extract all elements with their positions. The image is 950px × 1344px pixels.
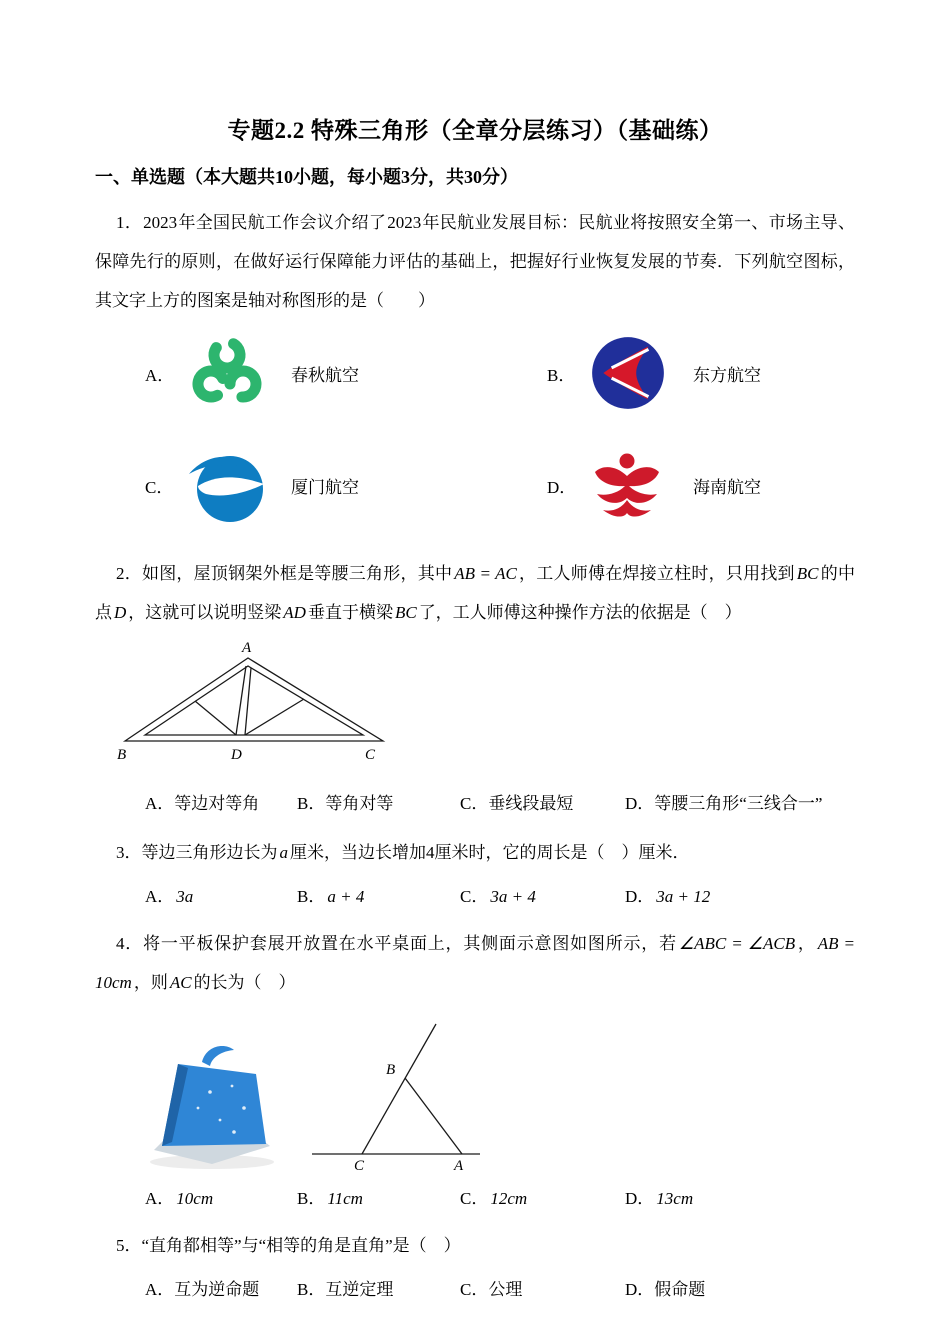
option-b-text: 东方航空	[693, 365, 761, 385]
option-b-label: B．	[297, 1189, 326, 1208]
section-heading: 一、单选题（本大题共10小题，每小题3分，共30分）	[95, 167, 518, 187]
question-1-options	[145, 330, 855, 528]
truss-inner-triangle	[145, 666, 363, 735]
triple-spiral-mark	[193, 337, 256, 402]
option-c-value: 12cm	[490, 1189, 528, 1208]
math-expression: a	[279, 843, 288, 862]
text-segment: ，则	[133, 973, 168, 992]
option-c: C．垂线段最短	[460, 794, 574, 813]
option-a-label: A．	[145, 887, 175, 906]
option-d: D．假命题	[625, 1280, 706, 1299]
option-b: B．互逆定理	[297, 1280, 394, 1299]
text-segment: 垂直于横梁	[307, 603, 393, 622]
option-a-label: A．	[145, 365, 175, 385]
option-b-value: 11cm	[327, 1189, 363, 1208]
option-b	[297, 1182, 460, 1216]
question-2-options	[145, 787, 855, 821]
text-segment: 的长为（ ）	[193, 973, 296, 992]
question-2-text	[95, 554, 855, 632]
text-segment: 1．	[116, 213, 143, 232]
text-segment: 3．等边三角形边长为	[116, 843, 278, 862]
spring-airlines-logo	[185, 330, 285, 416]
truss-diagram	[115, 638, 395, 766]
text-segment: 年全国民航工作会议介绍了	[178, 213, 387, 232]
line-cb-extended	[362, 1024, 436, 1154]
option-c-text: 厦门航空	[291, 477, 359, 497]
option-d-label: D．	[625, 887, 655, 906]
text-segment: 厘米，当边长增加4厘米时，它的周长是（ ）厘米．	[290, 843, 690, 862]
text-segment: 的中点	[95, 564, 855, 622]
option-d-label: D．	[547, 477, 577, 497]
text-segment: 了，工人师傅这种操作方法的依据是（ ）	[418, 603, 742, 622]
question-5-options	[145, 1273, 855, 1307]
text-segment: ，工人师傅在焊接立柱时，只用找到	[518, 564, 795, 583]
text-segment: ，这就可以说明竖梁	[128, 603, 282, 622]
vertex-label-b: B	[386, 1062, 396, 1078]
year-number: 2023	[143, 213, 178, 232]
vertex-label-d: D	[231, 747, 242, 763]
hainan-airlines-logo	[587, 442, 687, 528]
option-d: D．等腰三角形“三线合一”	[625, 794, 823, 813]
page-title: 专题2.2 特殊三角形（全章分层练习）（基础练）	[227, 118, 723, 143]
text-segment: ，	[797, 934, 816, 953]
question-4-options	[145, 1182, 855, 1216]
angle-diagram	[308, 1014, 488, 1174]
option-b-label: B．	[297, 887, 326, 906]
question-4-text	[95, 924, 855, 1002]
math-expression: BC	[394, 603, 417, 622]
option-a: A．等边对等角	[145, 794, 260, 813]
hainan-airlines-logo-art	[587, 446, 667, 524]
spring-airlines-logo-art	[185, 331, 269, 415]
xiamen-airlines-logo-art	[185, 445, 269, 525]
option-a-text: 春秋航空	[291, 365, 359, 385]
math-expression: AD	[283, 603, 306, 622]
option-c-label: C．	[145, 477, 174, 497]
option-c-label: C．	[460, 887, 489, 906]
vertex-label-a: A	[242, 640, 252, 656]
option-b	[297, 880, 460, 914]
option-c-value: 3a + 4	[490, 887, 536, 906]
vertex-label-c: C	[365, 747, 376, 763]
year-number: 2023	[387, 213, 422, 232]
vertex-label-c: C	[354, 1158, 365, 1174]
option-a-value: 3a	[176, 887, 194, 906]
option-d-label: D．	[625, 1189, 655, 1208]
tablet-fin-tab	[202, 1046, 234, 1066]
math-expression: BC	[796, 564, 819, 583]
china-eastern-logo-art	[587, 332, 669, 414]
math-expression: D	[114, 603, 127, 622]
option-d-text: 海南航空	[693, 477, 761, 497]
option-d	[625, 880, 855, 914]
option-b-value: a + 4	[327, 887, 365, 906]
math-expression: AC	[169, 973, 192, 992]
text-segment: 2．如图，屋顶钢架外框是等腰三角形，其中	[116, 564, 453, 583]
option-b-label: B．	[547, 365, 576, 385]
tablet-photo	[140, 1042, 282, 1174]
vertex-label-a: A	[454, 1158, 464, 1174]
china-eastern-logo	[587, 330, 687, 416]
vertex-label-b: B	[117, 747, 127, 763]
option-a-value: 10cm	[176, 1189, 214, 1208]
question-5-text	[95, 1226, 855, 1265]
option-a-label: A．	[145, 1189, 175, 1208]
option-d	[625, 1182, 855, 1216]
hainan-emblem	[595, 454, 659, 517]
text-segment: 年民航业发展目标：民航业将按照安全第一、市场主导、保障先行的原则，在做好运行保障能力评估的基础上，把握好行业恢复发展的节奏．下列航空图标，其文字上方的图案是轴对称图形的是（ ）	[95, 213, 855, 310]
option-a	[145, 880, 297, 914]
option-d-value: 3a + 12	[656, 887, 711, 906]
truss-outer-triangle	[125, 658, 383, 741]
question-2-figure	[115, 638, 855, 771]
line-ba	[405, 1078, 462, 1154]
xiamen-airlines-logo	[185, 442, 285, 528]
math-expression: ∠ABC = ∠ACB	[678, 934, 796, 953]
option-b: B．等角对等	[297, 794, 394, 813]
option-d-value: 13cm	[656, 1189, 694, 1208]
question-4-figures	[140, 1014, 855, 1174]
option-c	[460, 1182, 625, 1216]
option-a: A．互为逆命题	[145, 1280, 260, 1299]
math-expression: AB = AC	[454, 564, 517, 583]
option-c: C．公理	[460, 1280, 523, 1299]
text-segment: 5．“直角都相等”与“相等的角是直角”是（ ）	[116, 1236, 461, 1255]
math-expression: AB = 10cm	[95, 934, 856, 992]
text-segment: 4．将一平板保护套展开放置在水平桌面上，其侧面示意图如图所示，若	[116, 934, 677, 953]
option-c	[460, 880, 625, 914]
question-1-text	[95, 203, 855, 320]
question-3-text	[95, 833, 855, 872]
option-a	[145, 1182, 297, 1216]
question-3-options	[145, 880, 855, 914]
option-c-label: C．	[460, 1189, 489, 1208]
